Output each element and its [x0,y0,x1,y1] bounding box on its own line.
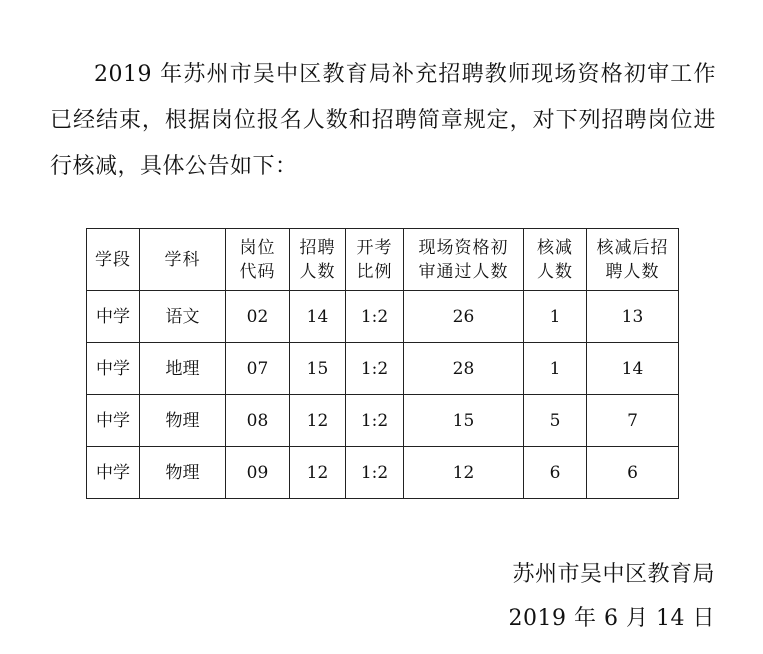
cell-exam-ratio: 1:2 [346,343,404,395]
cell-position-code: 07 [226,343,290,395]
header-cell-subject: 学科 [140,229,226,291]
table-header-row [87,229,679,291]
cell-position-code: 09 [226,447,290,499]
cell-recruit-count: 15 [290,343,346,395]
cell-reduced-count: 1 [524,291,587,343]
cell-subject: 物理 [140,395,226,447]
header-cell-final-count: 核减后招 聘人数 [587,229,679,291]
cell-exam-ratio: 1:2 [346,447,404,499]
cell-passed-count: 12 [404,447,524,499]
cell-stage: 中学 [87,395,140,447]
header-cell-passed-count: 现场资格初 审通过人数 [404,229,524,291]
header-cell-exam-ratio: 开考 比例 [346,229,404,291]
cell-exam-ratio: 1:2 [346,291,404,343]
cell-subject: 物理 [140,447,226,499]
issue-date: 2019 年 6 月 14 日 [508,606,715,631]
cell-final-count: 14 [587,343,679,395]
header-cell-position-code: 岗位 代码 [226,229,290,291]
cell-stage: 中学 [87,291,140,343]
cell-passed-count: 28 [404,343,524,395]
cell-recruit-count: 14 [290,291,346,343]
table-row [87,447,679,499]
header-cell-stage: 学段 [87,229,140,291]
cell-reduced-count: 5 [524,395,587,447]
table-row [87,291,679,343]
cell-recruit-count: 12 [290,447,346,499]
cell-subject: 语文 [140,291,226,343]
cell-reduced-count: 6 [524,447,587,499]
table-row [87,343,679,395]
cell-position-code: 08 [226,395,290,447]
cell-subject: 地理 [140,343,226,395]
table-row [87,395,679,447]
cell-final-count: 6 [587,447,679,499]
cell-final-count: 7 [587,395,679,447]
announcement-paragraph: 2019 年苏州市吴中区教育局补充招聘教师现场资格初审工作已经结束，根据岗位报名人数和招聘简章规定，对下列招聘岗位进行核减，具体公告如下： [50,62,716,179]
cell-stage: 中学 [87,447,140,499]
cell-passed-count: 15 [404,395,524,447]
cell-final-count: 13 [587,291,679,343]
issuing-organization: 苏州市吴中区教育局 [512,562,715,587]
cell-passed-count: 26 [404,291,524,343]
header-cell-reduced-count: 核减 人数 [524,229,587,291]
cell-stage: 中学 [87,343,140,395]
cell-reduced-count: 1 [524,343,587,395]
reduction-table [86,228,679,499]
cell-exam-ratio: 1:2 [346,395,404,447]
cell-recruit-count: 12 [290,395,346,447]
header-cell-recruit-count: 招聘 人数 [290,229,346,291]
cell-position-code: 02 [226,291,290,343]
